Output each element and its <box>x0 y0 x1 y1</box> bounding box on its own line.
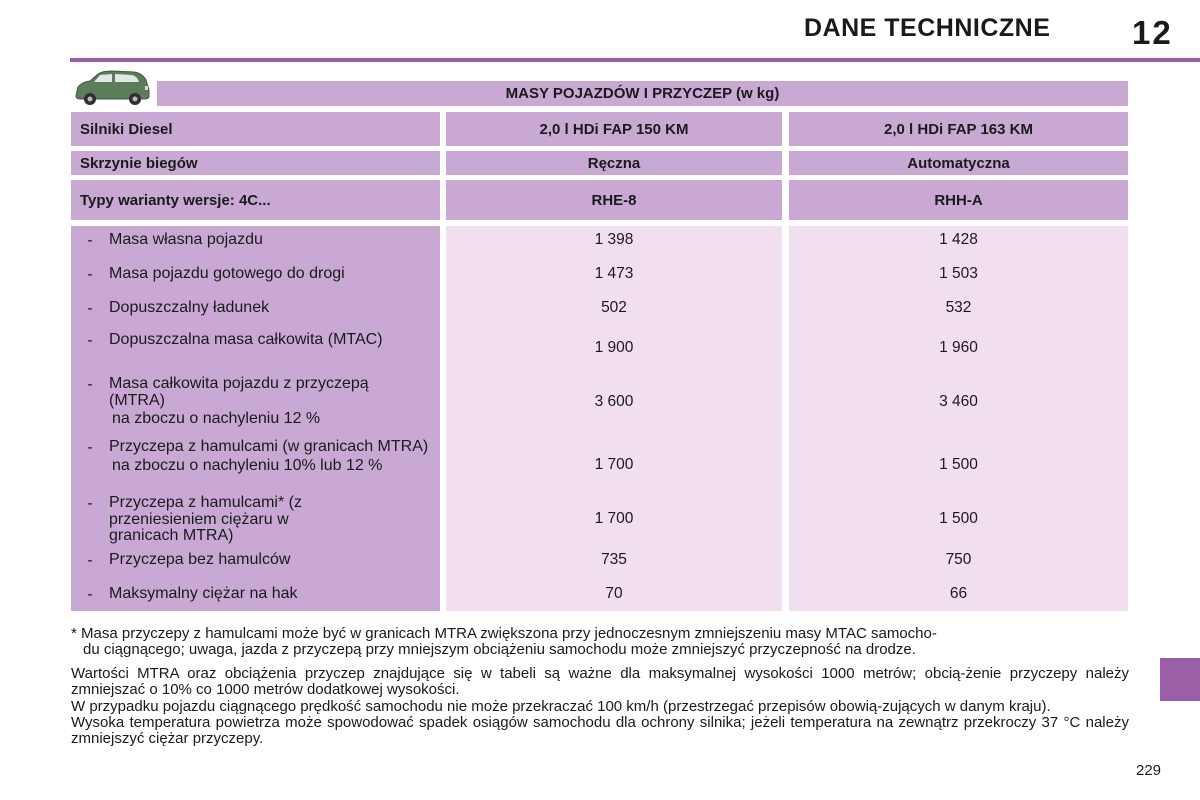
table-row <box>71 300 440 318</box>
row-value: 1 428 <box>939 231 978 248</box>
row-value: 1 500 <box>939 456 978 473</box>
table-row <box>71 552 440 570</box>
row-dash: - <box>87 439 93 456</box>
chapter-number: 12 <box>1132 14 1173 51</box>
row-value: 66 <box>949 585 968 602</box>
notes <box>71 666 1129 747</box>
row-dash: - <box>87 300 93 317</box>
row-value: 502 <box>601 299 627 316</box>
row-value: 735 <box>601 551 627 568</box>
row-dash: - <box>87 266 93 283</box>
row-value: 1 700 <box>594 456 634 473</box>
row-dash: - <box>87 586 93 603</box>
row-label: Dopuszczalny ładunek <box>109 299 270 316</box>
chapter-side-tab <box>1160 658 1200 701</box>
table-row <box>71 232 440 250</box>
table-row <box>71 376 440 428</box>
table-row <box>71 586 440 604</box>
row-label: Maksymalny ciężar na hak <box>109 585 298 602</box>
header-divider <box>70 58 1200 62</box>
engine-150: 2,0 l HDi FAP 150 KM <box>446 112 782 146</box>
table-row <box>71 439 440 474</box>
gearbox-automatic: Automatyczna <box>789 151 1128 175</box>
row-dash: - <box>87 332 93 349</box>
row-label: Masa własna pojazdu <box>109 231 263 248</box>
row-sublabel: na zboczu o nachyleniu 10% lub 12 % <box>112 456 383 474</box>
footnote-line-2: du ciągnącego; uwaga, jazda z przyczepą przy mniejszym obciążeniu samochodu może zmniejszyć przyczepność na drodze. <box>83 641 916 658</box>
gearbox-manual: Ręczna <box>446 151 782 175</box>
row-value: 1 900 <box>594 339 634 356</box>
variant-rhe8: RHE-8 <box>446 180 782 220</box>
row-label: Masa pojazdu gotowego do drogi <box>109 265 345 282</box>
row-value: 1 398 <box>594 231 634 248</box>
note-paragraph: Wartości MTRA oraz obciążenia przyczep znajdujące się w tabeli są ważne dla maksymalnej wysokości 1000 metrów; obcią-żenie przyczepy należy zmniejszać o 10% co 1000 metrów dodatkowej wysokości. <box>71 665 1129 699</box>
row-value: 3 600 <box>594 393 634 410</box>
table-title: MASY POJAZDÓW I PRZYCZEP (w kg) <box>157 81 1128 106</box>
row-label: Przyczepa z hamulcami (w granicach MTRA) <box>109 438 429 455</box>
table-row <box>71 332 440 350</box>
row-label: Dopuszczalna masa całkowita (MTAC) <box>109 331 383 348</box>
row-dash: - <box>87 495 93 512</box>
row-value: 1 960 <box>939 339 978 356</box>
row-label: Przyczepa bez hamulców <box>109 551 291 568</box>
car-icon <box>72 70 152 106</box>
row-value: 750 <box>945 551 972 568</box>
engine-label: Silniki Diesel <box>71 112 440 146</box>
gearbox-label: Skrzynie biegów <box>71 151 440 175</box>
engine-163: 2,0 l HDi FAP 163 KM <box>789 112 1128 146</box>
row-dash: - <box>87 376 93 393</box>
row-value: 1 500 <box>939 510 978 527</box>
row-value: 3 460 <box>939 393 978 410</box>
row-value: 1 473 <box>594 265 634 282</box>
footnote-line-1: * Masa przyczepy z hamulcami może być w granicach MTRA zwiększona przy jednoczesnym zmniejszeniu masy MTAC samocho- <box>71 625 937 642</box>
page-title: DANE TECHNICZNE <box>804 14 1051 42</box>
note-paragraph: W przypadku pojazdu ciągnącego prędkość samochodu nie może przekraczać 100 km/h (przestrzegać przepisów obowią-zujących w danym kraju). <box>71 697 1051 715</box>
row-value: 532 <box>945 299 972 316</box>
footnote <box>71 626 1129 658</box>
row-value: 1 503 <box>939 265 978 282</box>
table-row <box>71 266 440 284</box>
row-value: 70 <box>605 585 623 602</box>
row-dash: - <box>87 552 93 569</box>
variant-rhha: RHH-A <box>789 180 1128 220</box>
row-label: Przyczepa z hamulcami* (z przeniesieniem ciężaru w granicach MTRA) <box>109 494 302 544</box>
row-label: Masa całkowita pojazdu z przyczepą (MTRA) <box>109 375 369 409</box>
row-sublabel: na zboczu o nachyleniu 12 % <box>112 410 321 427</box>
table-row <box>71 495 440 545</box>
note-paragraph: Wysoka temperatura powietrza może spowodować spadek osiągów samochodu dla ochrony silnika; jeżeli temperatura na zewnątrz przekroczy 37 °C należy zmniejszyć ciężar przyczepy. <box>71 713 1129 748</box>
row-value: 1 700 <box>594 510 634 527</box>
page-number: 229 <box>1136 762 1162 779</box>
row-dash: - <box>87 232 93 249</box>
variant-label: Typy warianty wersje: 4C... <box>71 180 440 220</box>
